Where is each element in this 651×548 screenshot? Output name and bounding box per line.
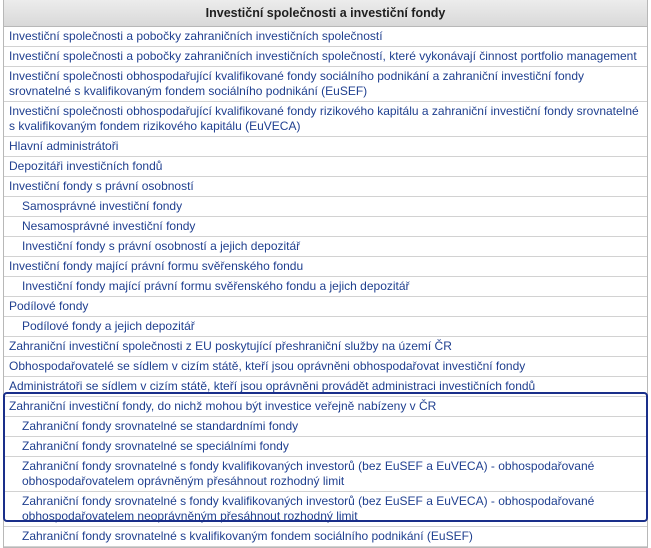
list-item-14[interactable] [4, 337, 647, 357]
list-item-link[interactable]: Investiční společnosti a pobočky zahraničních investičních společností [9, 29, 383, 43]
list-item-link[interactable]: Zahraniční fondy srovnatelné se standardními fondy [22, 419, 299, 433]
register-table [3, 0, 648, 548]
list-item-8[interactable] [4, 217, 647, 237]
list-item-link[interactable]: Hlavní administrátoři [9, 139, 119, 153]
list-item-link[interactable]: Obhospodařovatelé se sídlem v cizím státě, kteří jsou oprávněni obhospodařovat investiční fondy [9, 359, 526, 373]
table-header-title: Investiční společnosti a investiční fondy [205, 6, 446, 20]
list-item-2[interactable] [4, 67, 647, 102]
list-item-link[interactable]: Administrátoři se sídlem v cizím státě, kteří jsou oprávněni provádět administraci investičních fondů [9, 379, 536, 393]
list-item-link[interactable]: Investiční fondy mající právní formu svěřenského fondu [9, 259, 304, 273]
list-item-3[interactable] [4, 102, 647, 137]
list-item-1[interactable] [4, 47, 647, 67]
list-item-6[interactable] [4, 177, 647, 197]
list-item-link[interactable]: Zahraniční fondy srovnatelné s fondy kvalifikovaných investorů (bez EuSEF a EuVECA) - obhospodařované obhospodařovatelem oprávněným přesáhnout rozhodný limit [22, 459, 595, 488]
list-item-16[interactable] [4, 377, 647, 397]
list-item-11[interactable] [4, 277, 647, 297]
list-item-12[interactable] [4, 297, 647, 317]
list-item-link[interactable]: Zahraniční investiční fondy, do nichž mohou být investice veřejně nabízeny v ČR [9, 399, 437, 413]
list-item-link[interactable]: Podílové fondy a jejich depozitář [22, 319, 195, 333]
list-item-link[interactable]: Nesamosprávné investiční fondy [22, 219, 196, 233]
table-header [4, 0, 647, 27]
list-item-link[interactable]: Zahraniční fondy srovnatelné s kvalifikovaným fondem sociálního podnikání (EuSEF) [22, 529, 473, 543]
list-item-link[interactable]: Samosprávné investiční fondy [22, 199, 183, 213]
list-item-5[interactable] [4, 157, 647, 177]
list-item-10[interactable] [4, 257, 647, 277]
list-item-17[interactable] [4, 397, 647, 417]
list-item-22[interactable] [4, 527, 647, 547]
list-item-4[interactable] [4, 137, 647, 157]
list-item-19[interactable] [4, 437, 647, 457]
list-item-link[interactable]: Investiční společnosti a pobočky zahraničních investičních společností, které vykonávají činnost portfolio management [9, 49, 637, 63]
list-item-link[interactable]: Investiční společnosti obhospodařující kvalifikované fondy sociálního podnikání a zahraniční investiční fondy srovnatelné s kvalifikovaným fondem sociálního podnikání (EuSEF) [9, 69, 585, 98]
list-item-15[interactable] [4, 357, 647, 377]
list-item-13[interactable] [4, 317, 647, 337]
list-item-21[interactable] [4, 492, 647, 527]
list-item-9[interactable] [4, 237, 647, 257]
list-item-20[interactable] [4, 457, 647, 492]
list-item-link[interactable]: Investiční společnosti obhospodařující kvalifikované fondy rizikového kapitálu a zahraniční investiční fondy srovnatelné s kvalifikovaným fondem rizikového kapitálu (EuVECA) [9, 104, 639, 133]
list-item-link[interactable]: Depozitáři investičních fondů [9, 159, 163, 173]
list-item-link[interactable]: Podílové fondy [9, 299, 89, 313]
list-item-link[interactable]: Investiční fondy mající právní formu svěřenského fondu a jejich depozitář [22, 279, 410, 293]
list-item-0[interactable] [4, 27, 647, 47]
list-item-link[interactable]: Investiční fondy s právní osobností a jejich depozitář [22, 239, 301, 253]
list-item-18[interactable] [4, 417, 647, 437]
list-item-link[interactable]: Zahraniční fondy srovnatelné se speciálními fondy [22, 439, 289, 453]
list-item-link[interactable]: Zahraniční investiční společnosti z EU poskytující přeshraniční služby na území ČR [9, 339, 452, 353]
list-item-link[interactable]: Investiční fondy s právní osobností [9, 179, 194, 193]
list-item-7[interactable] [4, 197, 647, 217]
list-item-link[interactable]: Zahraniční fondy srovnatelné s fondy kvalifikovaných investorů (bez EuSEF a EuVECA) - obhospodařované obhospodařovatelem neoprávněným přesáhnout rozhodný limit [22, 494, 595, 523]
